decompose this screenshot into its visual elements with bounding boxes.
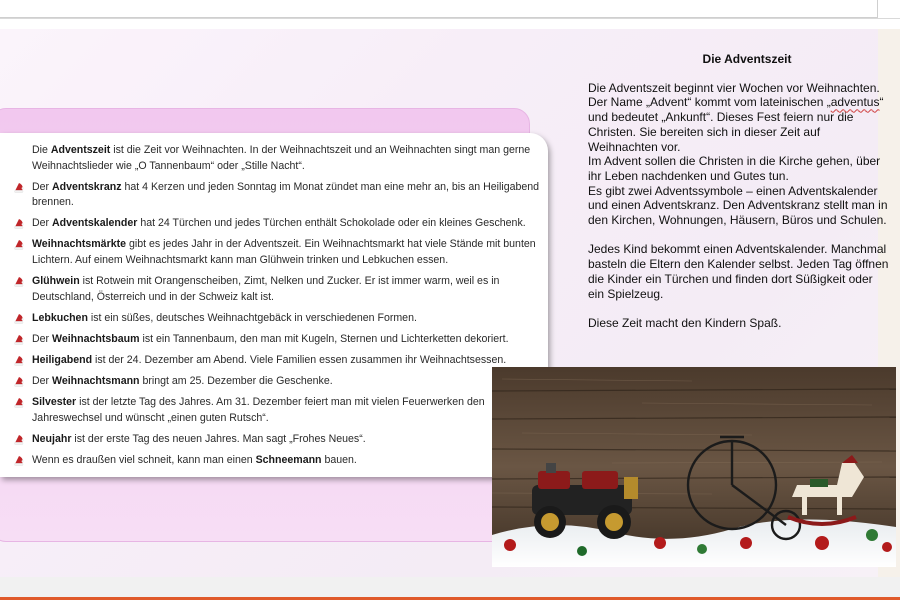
spellcheck-word: adventus bbox=[830, 95, 880, 110]
vocabulary-term: Weihnachtsbaum bbox=[52, 332, 140, 345]
vocabulary-item: Silvester ist der letzte Tag des Jahres. Am 31. Dezember feiert man mit vielen Feuerwerken den Jahreswechsel und wünscht „einen guten Rutsch“. bbox=[14, 395, 540, 426]
vocabulary-list bbox=[0, 133, 548, 469]
vocabulary-term: Adventszeit bbox=[50, 144, 111, 156]
vocabulary-item: Wenn es draußen viel schneit, kann man einen Schneemann bauen. bbox=[14, 453, 540, 469]
vocabulary-item: Die Adventszeit ist die Zeit vor Weihnachten. In der Weihnachtszeit und an Weihnachten singt man gerne Weihnachtslieder wie „O Tannenbaum“ oder „Stille Nacht“. bbox=[32, 144, 531, 172]
adventszeit-textbox[interactable] bbox=[588, 52, 890, 331]
top-toolbar bbox=[0, 0, 900, 19]
santa-hat-icon bbox=[14, 434, 24, 445]
santa-hat-icon bbox=[14, 334, 24, 345]
vocabulary-item: Der Adventskranz hat 4 Kerzen und jeden Sonntag im Monat zündet man eine mehr an, bis an Heiligabend brennen. bbox=[14, 180, 540, 211]
santa-hat-icon bbox=[14, 218, 24, 229]
paragraph-2: Im Advent sollen die Christen in die Kirche gehen, über ihr Leben nachdenken und Gutes tun. bbox=[588, 154, 881, 183]
paragraph-3: Es gibt zwei Adventssymbole – einen Adventskalender und einen Adventskranz. Den Adventskranz stellt man in den Kirchen, Wohnungen, Häusern, Büros und Schulen. bbox=[588, 183, 888, 228]
vocabulary-term: Glühwein bbox=[32, 275, 80, 288]
vocabulary-card bbox=[0, 133, 548, 477]
vocabulary-term: Weihnachtsmärkte bbox=[32, 238, 127, 251]
christmas-toys-photo[interactable] bbox=[492, 367, 896, 567]
vocabulary-term: Lebkuchen bbox=[32, 311, 88, 324]
vocabulary-term: Schneemann bbox=[255, 454, 322, 466]
photo-illustration bbox=[492, 367, 896, 567]
vocabulary-item: Heiligabend ist der 24. Dezember am Abend. Viele Familien essen zusammen ihr Weihnachtsessen. bbox=[14, 353, 540, 369]
santa-hat-icon bbox=[14, 455, 24, 466]
vocabulary-item: Lebkuchen ist ein süßes, deutsches Weihnachtgebäck in verschiedenen Formen. bbox=[14, 311, 540, 327]
santa-hat-icon bbox=[14, 182, 24, 193]
santa-hat-icon bbox=[14, 355, 24, 366]
vocabulary-item: Glühwein ist Rotwein mit Orangenscheiben, Zimt, Nelken und Zucker. Er ist immer warm, weil es in Deutschland, Österreich und in der Schweiz kalt ist. bbox=[14, 274, 540, 305]
vocabulary-term: Adventskranz bbox=[52, 180, 122, 193]
santa-hat-icon bbox=[14, 397, 24, 408]
vocabulary-item: Neujahr ist der erste Tag des neuen Jahres. Man sagt „Frohes Neues“. bbox=[14, 432, 540, 448]
vocabulary-item: Der Adventskalender hat 24 Türchen und jedes Türchen enthält Schokolade oder ein kleines Geschenk. bbox=[14, 216, 540, 232]
bottom-status-strip bbox=[0, 577, 900, 600]
vocabulary-term: Neujahr bbox=[32, 432, 72, 445]
paragraph-4: Jedes Kind bekommt einen Adventskalender. Manchmal basteln die Eltern den Kalender selbst. Jeden Tag öffnen die Kinder ein Türchen und finden dort Süßigkeit oder ein Spielzeug. bbox=[588, 242, 889, 301]
vocabulary-item: Der Weihnachtsmann bringt am 25. Dezember die Geschenke. bbox=[14, 374, 540, 390]
santa-hat-icon bbox=[14, 313, 24, 324]
textbox-title: Die Adventszeit bbox=[702, 52, 792, 66]
vocabulary-term: Adventskalender bbox=[52, 217, 138, 230]
paragraph-5: Diese Zeit macht den Kindern Spaß. bbox=[588, 315, 782, 330]
paragraph-1: Die Adventszeit beginnt vier Wochen vor Weihnachten. Der Name „Advent“ kommt vom lateinischen „adventus“ und bedeutet „Ankunft“. Dieses Fest feiern nur die Christen. Sie bereiten sich in dieser Zeit auf Weihnachten vor. bbox=[588, 80, 884, 154]
santa-hat-icon bbox=[14, 276, 24, 287]
vocabulary-term: Heiligabend bbox=[32, 354, 93, 367]
vocabulary-item: Weihnachtsmärkte gibt es jedes Jahr in der Adventszeit. Ein Weihnachtsmarkt hat viele Stände mit bunten Lichtern. Auf einem Weihnachtsmarkt kann man Glühwein trinken und Lebkuchen essen. bbox=[14, 237, 540, 268]
vocabulary-term: Weihnachtsmann bbox=[52, 375, 140, 388]
santa-hat-icon bbox=[14, 376, 24, 387]
vocabulary-item: Der Weihnachtsbaum ist ein Tannenbaum, den man mit Kugeln, Sternen und Lichterketten dekoriert. bbox=[14, 332, 540, 348]
vocabulary-term: Silvester bbox=[32, 396, 77, 409]
santa-hat-icon bbox=[14, 239, 24, 250]
toolbar-box bbox=[0, 0, 878, 18]
